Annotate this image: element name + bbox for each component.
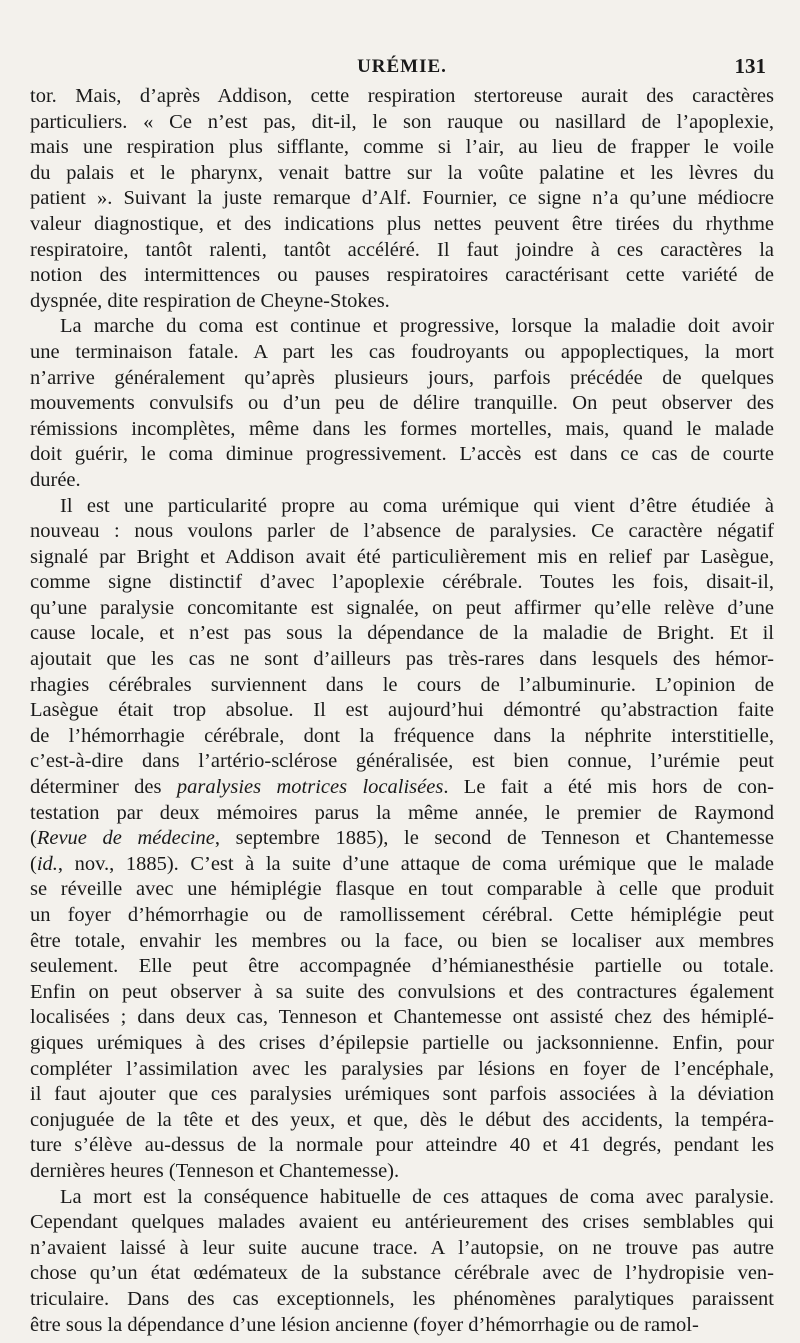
text-line: ture s’élève au-dessus de la normale pour atteindre 40 et 41 degrés, pendant les [30, 1134, 774, 1157]
paragraph [30, 494, 774, 1185]
text-line: dernières heures (Tenneson et Chantemesse). [30, 1159, 400, 1182]
text-line: localisées ; dans deux cas, Tenneson et Chantemesse ont assisté chez des hémiplé- [30, 1006, 774, 1029]
text-line: rémissions incomplètes, même dans les formes mortelles, mais, quand le malade [30, 417, 774, 440]
text-line: particuliers. « Ce n’est pas, dit-il, le son rauque ou nasillard de l’apoplexie, [30, 110, 774, 133]
running-title: URÉMIE. [357, 56, 447, 77]
page-number: 131 [734, 54, 766, 78]
text-line: chose qu’un état œdémateux de la substance cérébrale avec de l’hydropisie ven- [30, 1262, 774, 1285]
text-line: seulement. Elle peut être accompagnée d’hémianesthésie partielle ou totale. [30, 955, 774, 978]
text-line: testation par deux mémoires parus la même année, le premier de Raymond [30, 801, 774, 824]
text-line: n’avaient laissé à leur suite aucune trace. A l’autopsie, on ne trouve pas autre [30, 1236, 774, 1259]
text-line: comme signe distinctif d’avec l’apoplexie cérébrale. Toutes les fois, disait-il, [30, 571, 774, 594]
text-line: giques urémiques à des crises d’épilepsie partielle ou jacksonnienne. Enfin, pour [30, 1031, 774, 1054]
text-line: La mort est la conséquence habituelle de ces attaques de coma avec paralysie. [60, 1185, 774, 1208]
text-line: mais une respiration plus sifflante, comme si l’air, au lieu de frapper le voile [30, 136, 774, 159]
text-line: de l’hémorrhagie cérébrale, dont la fréquence dans la néphrite interstitielle, [30, 724, 774, 747]
text-line: Enfin on peut observer à sa suite des convulsions et des contractures également [30, 980, 774, 1003]
text-line: respiratoire, tantôt ralenti, tantôt accéléré. Il faut joindre à ces caractères la [30, 238, 774, 261]
text-line: compléter l’assimilation avec les paralysies par lésions en foyer de l’encéphale, [30, 1057, 774, 1080]
text-line: il faut ajouter que ces paralysies urémiques sont parfois associées à la déviation [30, 1083, 774, 1106]
text-line: du palais et le pharynx, venait battre sur la voûte palatine et les lèvres du [30, 161, 774, 184]
paragraph [30, 84, 774, 314]
text-line: Lasègue était trop absolue. Il est aujourd’hui démontré qu’abstraction faite [30, 699, 774, 722]
text-line: valeur diagnostique, et des indications plus nettes peuvent être tirées du rhythme [30, 212, 774, 235]
text-line: mouvements convulsifs ou d’un peu de délire tranquille. On peut observer des [30, 392, 774, 415]
text-line: c’est-à-dire dans l’artério-sclérose généralisée, est bien connue, l’urémie peut [30, 750, 774, 773]
text-line: signalé par Bright et Addison avait été particulièrement mis en relief par Lasègue, [30, 545, 774, 568]
text-line: nouveau : nous voulons parler de l’absence de paralysies. Ce caractère négatif [30, 520, 774, 543]
text-line: conjuguée de la tête et des yeux, et que, dès le début des accidents, la tempéra- [30, 1108, 774, 1131]
page-header [30, 50, 774, 84]
text-line: durée. [30, 468, 81, 491]
text-line: Cependant quelques malades avaient eu antérieurement des crises semblables qui [30, 1211, 774, 1234]
text-line: rhagies cérébrales surviennent dans le cours de l’albuminurie. L’opinion de [30, 673, 774, 696]
text-line: cause locale, et n’est pas sous la dépendance de la maladie de Bright. Et il [30, 622, 774, 645]
text-line: patient ». Suivant la juste remarque d’Alf. Fournier, ce signe n’a qu’une médiocre [30, 187, 774, 210]
book-page [30, 50, 774, 1338]
text-line: Il est une particularité propre au coma urémique qui vient d’être étudiée à [60, 494, 774, 517]
text-line: La marche du coma est continue et progressive, lorsque la maladie doit avoir [60, 315, 774, 338]
text-line: un foyer d’hémorrhagie ou de ramollissement cérébral. Cette hémiplégie peut [30, 904, 774, 926]
paragraph [30, 1185, 774, 1339]
paragraph [30, 314, 774, 493]
text-line: une terminaison fatale. A part les cas foudroyants ou appoplectiques, la mort [30, 340, 774, 363]
text-line: dyspnée, dite respiration de Cheyne-Stokes. [30, 289, 390, 312]
text-line: notion des intermittences ou pauses respiratoires caractérisant cette variété de [30, 264, 774, 287]
text-line: se réveille avec une hémiplégie flasque en tout comparable à celle que produit [30, 878, 774, 901]
text-line: (id., nov., 1885). C’est à la suite d’une attaque de coma urémique que le malade [30, 852, 774, 875]
text-line: qu’une paralysie concomitante est signalée, on peut affirmer qu’elle relève d’une [30, 596, 774, 619]
body-text [30, 84, 774, 1338]
text-line: triculaire. Dans des cas exceptionnels, les phénomènes paralytiques paraissent [30, 1287, 774, 1310]
text-line: (Revue de médecine, septembre 1885), le second de Tenneson et Chantemesse [30, 827, 774, 850]
text-line: ajoutait que les cas ne sont d’ailleurs pas très-rares dans lesquels des hémor- [30, 648, 774, 671]
text-line: être totale, envahir les membres ou la face, ou bien se localiser aux membres [30, 929, 774, 952]
text-line: tor. Mais, d’après Addison, cette respiration stertoreuse aurait des caractères [30, 85, 774, 107]
text-line: doit guérir, le coma diminue progressivement. L’accès est dans ce cas de courte [30, 443, 774, 466]
text-line: n’arrive généralement qu’après plusieurs jours, parfois précédée de quelques [30, 366, 774, 389]
text-line: déterminer des paralysies motrices localisées. Le fait a été mis hors de con- [30, 776, 774, 799]
text-line: être sous la dépendance d’une lésion ancienne (foyer d’hémorrhagie ou de ramol- [30, 1313, 699, 1336]
